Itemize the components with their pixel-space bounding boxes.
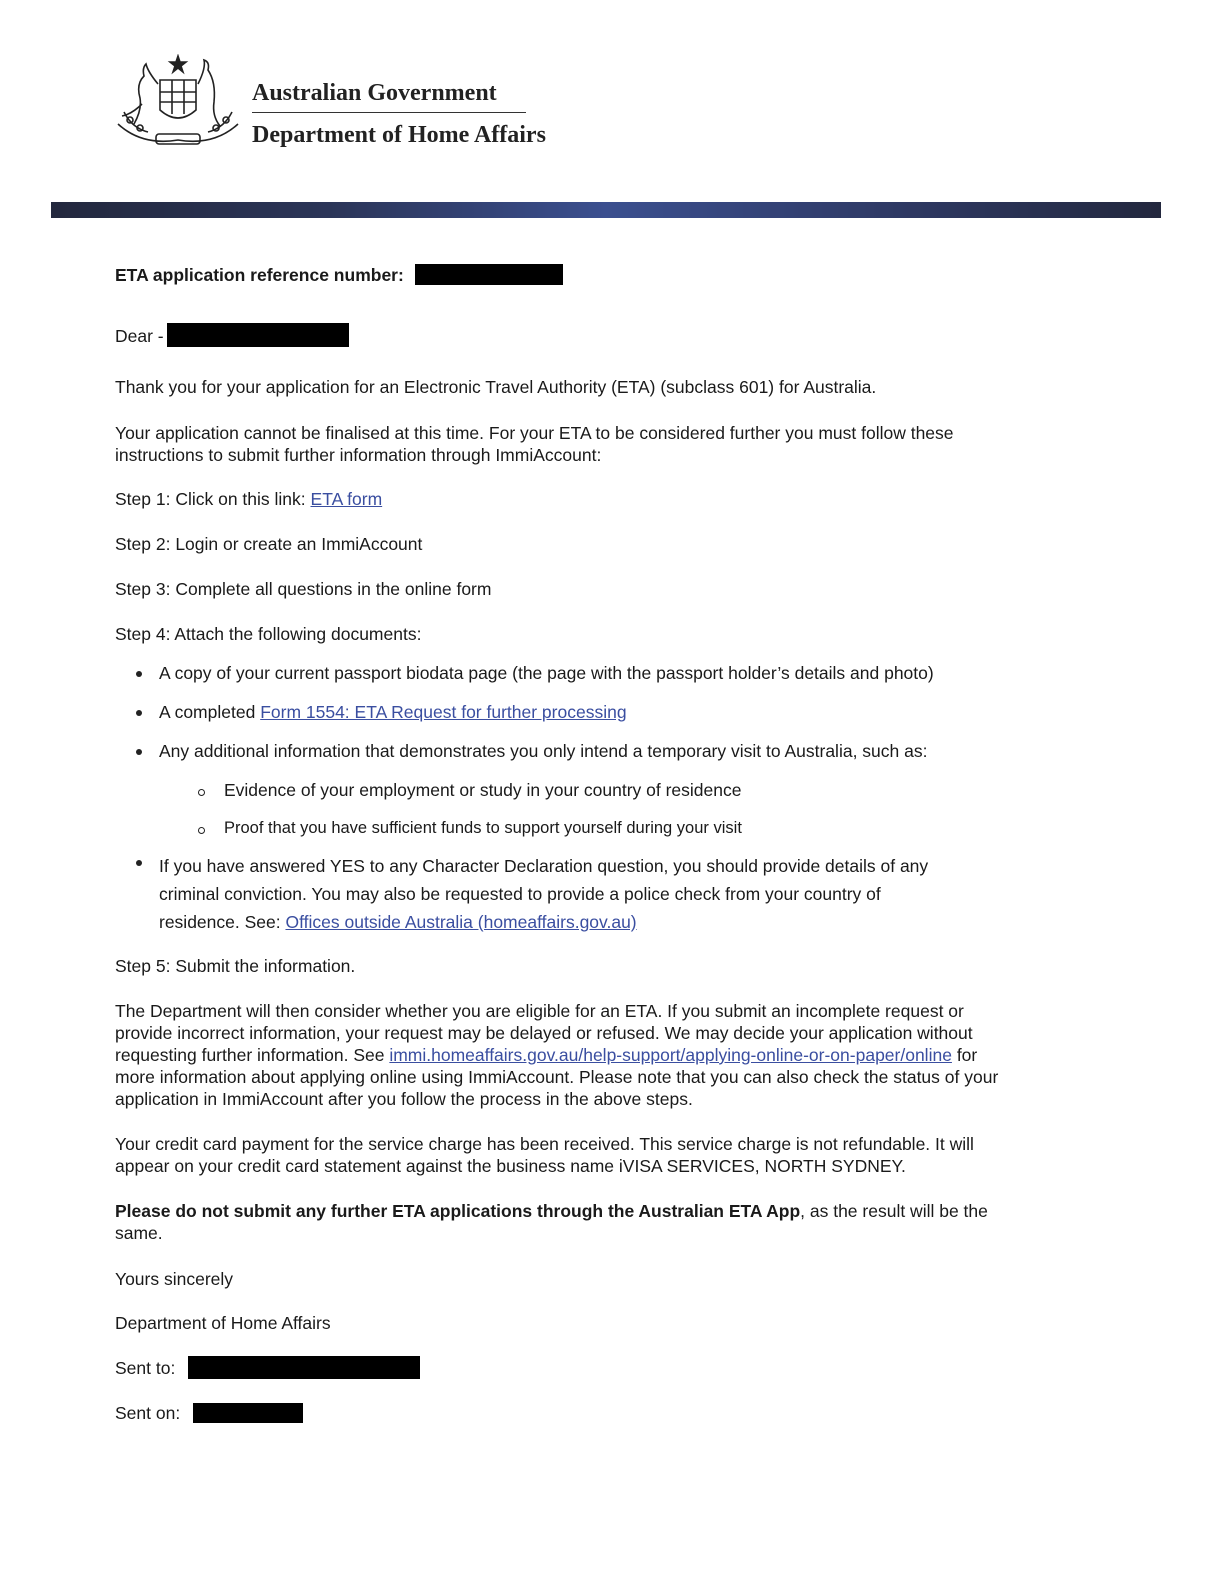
character-line-1: If you have answered YES to any Character Declaration question, you should provide details of any: [159, 856, 929, 876]
consideration-text-2: for more information about applying online using ImmiAccount. Please note that you can also check the status of your application in ImmiAccount after you follow the process in the above steps.: [115, 1045, 999, 1109]
reference-label: ETA application reference number:: [115, 265, 404, 285]
document-item-additional-info: Any additional information that demonstrates you only intend a temporary visit to Australia, such as:: [159, 741, 928, 761]
eta-form-link[interactable]: ETA form: [310, 489, 383, 509]
sub-bullet-icon: [198, 827, 205, 834]
reference-line: [115, 264, 1015, 286]
warning-bold: Please do not submit any further ETA applications through the Australian ETA App: [115, 1201, 801, 1221]
warning-paragraph: [115, 1200, 1005, 1244]
step-5: Step 5: Submit the information.: [115, 956, 356, 976]
bullet-icon: [136, 749, 142, 755]
bullet-icon: [136, 860, 142, 866]
offices-outside-australia-link[interactable]: Offices outside Australia (homeaffairs.gov.au): [285, 912, 637, 932]
closing: Yours sincerely: [115, 1269, 234, 1289]
step-3: Step 3: Complete all questions in the online form: [115, 579, 492, 599]
header-divider: [252, 112, 526, 113]
redacted-reference-number: [415, 264, 563, 285]
header-banner: [51, 202, 1161, 218]
document-item-form-1554: [159, 702, 1019, 723]
document-item-character: [159, 852, 1019, 936]
redacted-recipient-name: [167, 323, 349, 347]
government-name: Australian Government: [252, 80, 497, 106]
sent-to-line: [115, 1357, 1015, 1379]
document-item-passport: A copy of your current passport biodata page (the page with the passport holder’s details and photo): [159, 663, 934, 683]
character-line-3-text: residence. See:: [159, 912, 281, 932]
form-1554-link[interactable]: Form 1554: ETA Request for further processing: [260, 702, 627, 722]
department-name: Department of Home Affairs: [252, 122, 546, 148]
sent-on-label: Sent on:: [115, 1403, 181, 1423]
payment-paragraph: Your credit card payment for the service charge has been received. This service charge is not refundable. It will appear on your credit card statement against the business name iVISA SERVICES, NORTH SYDNEY.: [115, 1134, 974, 1176]
warning-rest: , as the result will be the same.: [115, 1201, 988, 1243]
redacted-sent-on: [193, 1403, 303, 1423]
sub-item-funds: Proof that you have sufficient funds to support yourself during your visit: [224, 819, 742, 837]
consideration-paragraph: [115, 1000, 1010, 1110]
greeting: Dear -: [115, 326, 164, 346]
document-item-form-1554-text: A completed: [159, 702, 256, 722]
sub-bullet-icon: [198, 789, 205, 796]
signature: Department of Home Affairs: [115, 1313, 331, 1333]
step-1-text: Step 1: Click on this link:: [115, 489, 306, 509]
consideration-text-1: The Department will then consider whether you are eligible for an ETA. If you submit an incomplete request or provide incorrect information, your request may be delayed or refused. We may decide your application without requesting further information. See: [115, 1001, 973, 1065]
step-1: [115, 488, 1015, 510]
notice-paragraph: Your application cannot be finalised at this time. For your ETA to be considered further you must follow these instructions to submit further information through ImmiAccount:: [115, 423, 954, 465]
bullet-icon: [136, 710, 142, 716]
step-2: Step 2: Login or create an ImmiAccount: [115, 534, 423, 554]
character-line-2: criminal conviction. You may also be requested to provide a police check from your country of: [159, 884, 881, 904]
redacted-sent-to: [188, 1356, 420, 1379]
sent-on-line: [115, 1402, 1015, 1424]
australian-coat-of-arms-logo: [112, 54, 244, 150]
immi-help-link[interactable]: immi.homeaffairs.gov.au/help-support/applying-online-or-on-paper/online: [389, 1045, 952, 1065]
sub-item-employment: Evidence of your employment or study in your country of residence: [224, 780, 742, 800]
bullet-icon: [136, 671, 142, 677]
step-4: Step 4: Attach the following documents:: [115, 624, 422, 644]
sent-to-label: Sent to:: [115, 1358, 176, 1378]
character-line-3: [159, 908, 1019, 936]
intro-paragraph: Thank you for your application for an Electronic Travel Authority (ETA) (subclass 601) for Australia.: [115, 377, 877, 397]
greeting-line: [115, 325, 1015, 347]
